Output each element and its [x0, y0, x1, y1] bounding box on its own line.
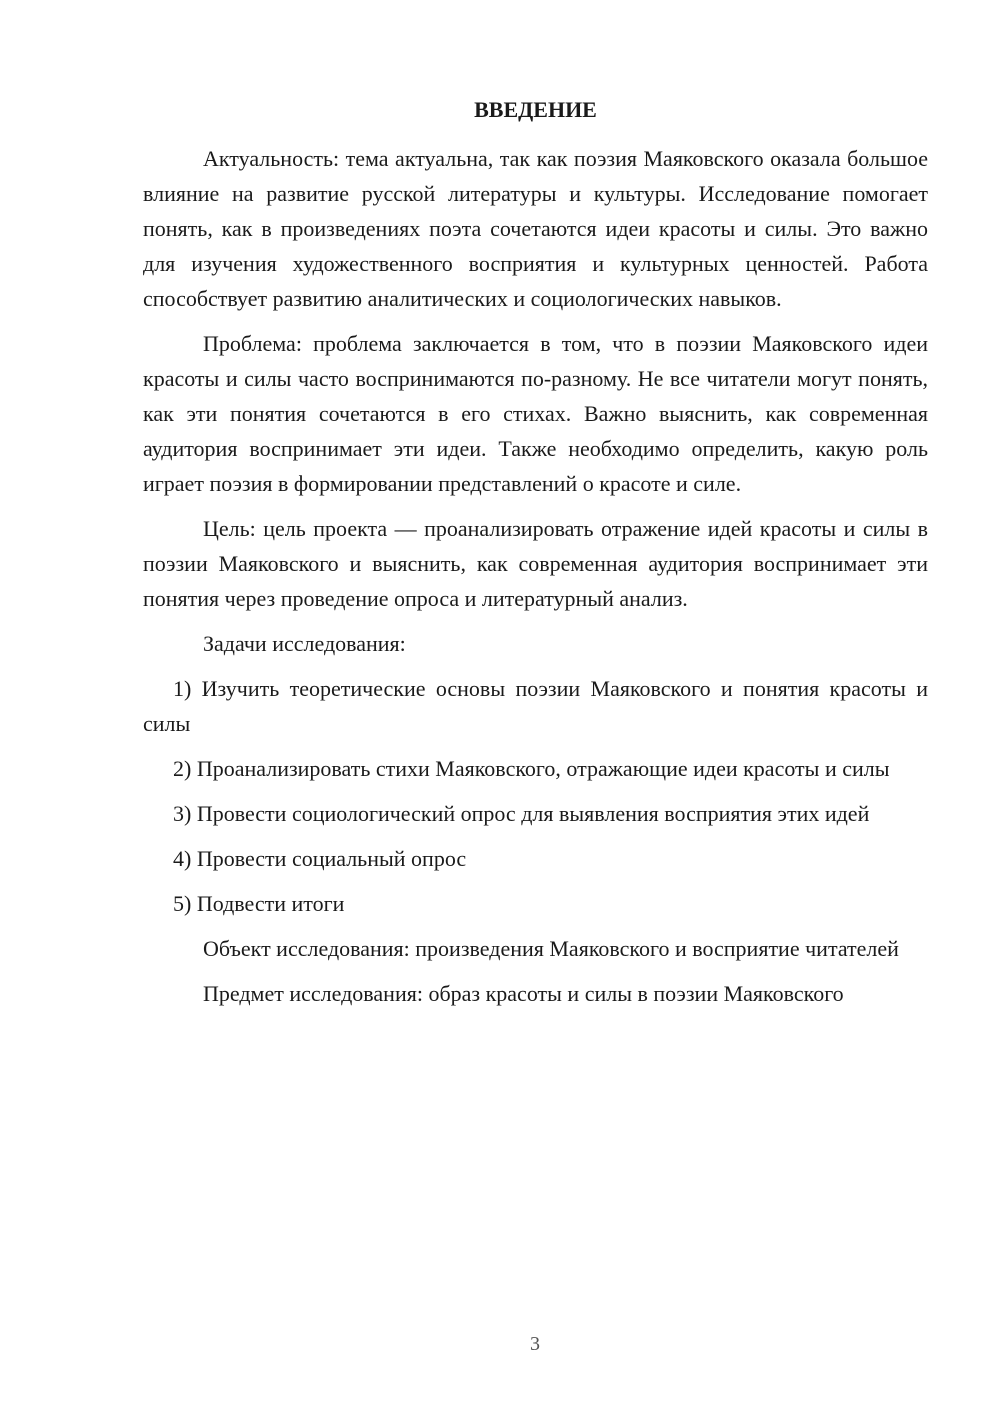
document-page — [143, 92, 928, 1021]
page-title: ВВЕДЕНИЕ — [474, 97, 597, 122]
task-item-2: 2) Проанализировать стихи Маяковского, отражающие идеи красоты и силы — [173, 756, 890, 781]
tasks-heading: Задачи исследования: — [203, 631, 406, 656]
object-paragraph: Объект исследования: произведения Маяковского и восприятие читателей — [203, 936, 899, 961]
task-item-5: 5) Подвести итоги — [173, 891, 345, 916]
task-item-1: 1) Изучить теоретические основы поэзии Маяковского и понятия красоты и силы — [143, 676, 928, 736]
task-item-3: 3) Провести социологический опрос для выявления восприятия этих идей — [173, 801, 870, 826]
relevance-paragraph: Актуальность: тема актуальна, так как поэзия Маяковского оказала большое влияние на развитие русской литературы и культуры. Исследование помогает понять, как в произведениях поэта сочетаются идеи красоты и силы. Это важно для изучения художественного восприятия и культурных ценностей. Работа способствует развитию аналитических и социологических навыков. — [143, 146, 928, 311]
problem-paragraph: Проблема: проблема заключается в том, что в поэзии Маяковского идеи красоты и силы часто воспринимаются по-разному. Не все читатели могут понять, как эти понятия сочетаются в его стихах. Важно выяснить, как современная аудитория воспринимает эти идеи. Также необходимо определить, какую роль играет поэзия в формировании представлений о красоте и силе. — [143, 331, 928, 496]
subject-paragraph: Предмет исследования: образ красоты и силы в поэзии Маяковского — [203, 981, 844, 1006]
task-item-4: 4) Провести социальный опрос — [173, 846, 467, 871]
goal-paragraph: Цель: цель проекта — проанализировать отражение идей красоты и силы в поэзии Маяковского и выяснить, как современная аудитория воспринимает эти понятия через проведение опроса и литературный анализ. — [143, 516, 928, 611]
page-number: 3 — [530, 1333, 540, 1355]
